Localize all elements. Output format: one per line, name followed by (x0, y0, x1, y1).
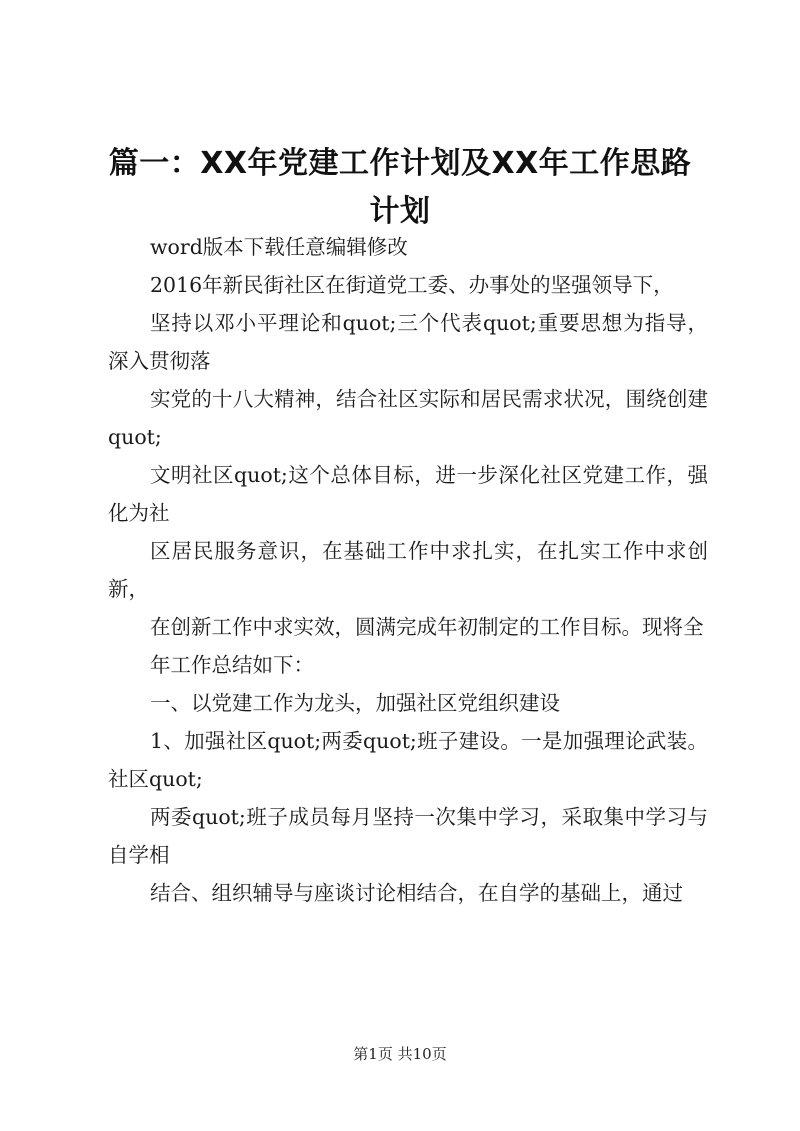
document-body (108, 228, 708, 912)
page-footer: 第1页 共10页 (353, 1045, 447, 1063)
paragraph: 2016年新民街社区在街道党工委、办事处的坚强领导下， (150, 273, 674, 297)
document-title: 篇一：XX年党建工作计划及XX年工作思路计划 (108, 146, 692, 229)
paragraph: word版本下载任意编辑修改 (150, 235, 408, 259)
paragraph: 实党的十八大精神，结合社区实际和居民需求状况，围绕创建quot; (108, 387, 708, 449)
paragraph: 文明社区quot;这个总体目标，进一步深化社区党建工作，强化为社 (108, 463, 708, 525)
paragraph: 在创新工作中求实效，圆满完成年初制定的工作目标。现将全 (150, 615, 704, 639)
paragraph: 1、加强社区quot;两委quot;班子建设。一是加强理论武装。社区quot; (108, 729, 708, 791)
paragraph: 年工作总结如下： (150, 653, 314, 677)
paragraph: 两委quot;班子成员每月坚持一次集中学习，采取集中学习与自学相 (108, 805, 708, 867)
paragraph: 坚持以邓小平理论和quot;三个代表quot;重要思想为指导，深入贯彻落 (108, 311, 708, 373)
section-heading: 一、以党建工作为龙头，加强社区党组织建设 (150, 691, 560, 715)
paragraph: 区居民服务意识，在基础工作中求扎实，在扎实工作中求创新， (108, 539, 708, 601)
paragraph: 结合、组织辅导与座谈讨论相结合，在自学的基础上，通过 (150, 881, 683, 905)
